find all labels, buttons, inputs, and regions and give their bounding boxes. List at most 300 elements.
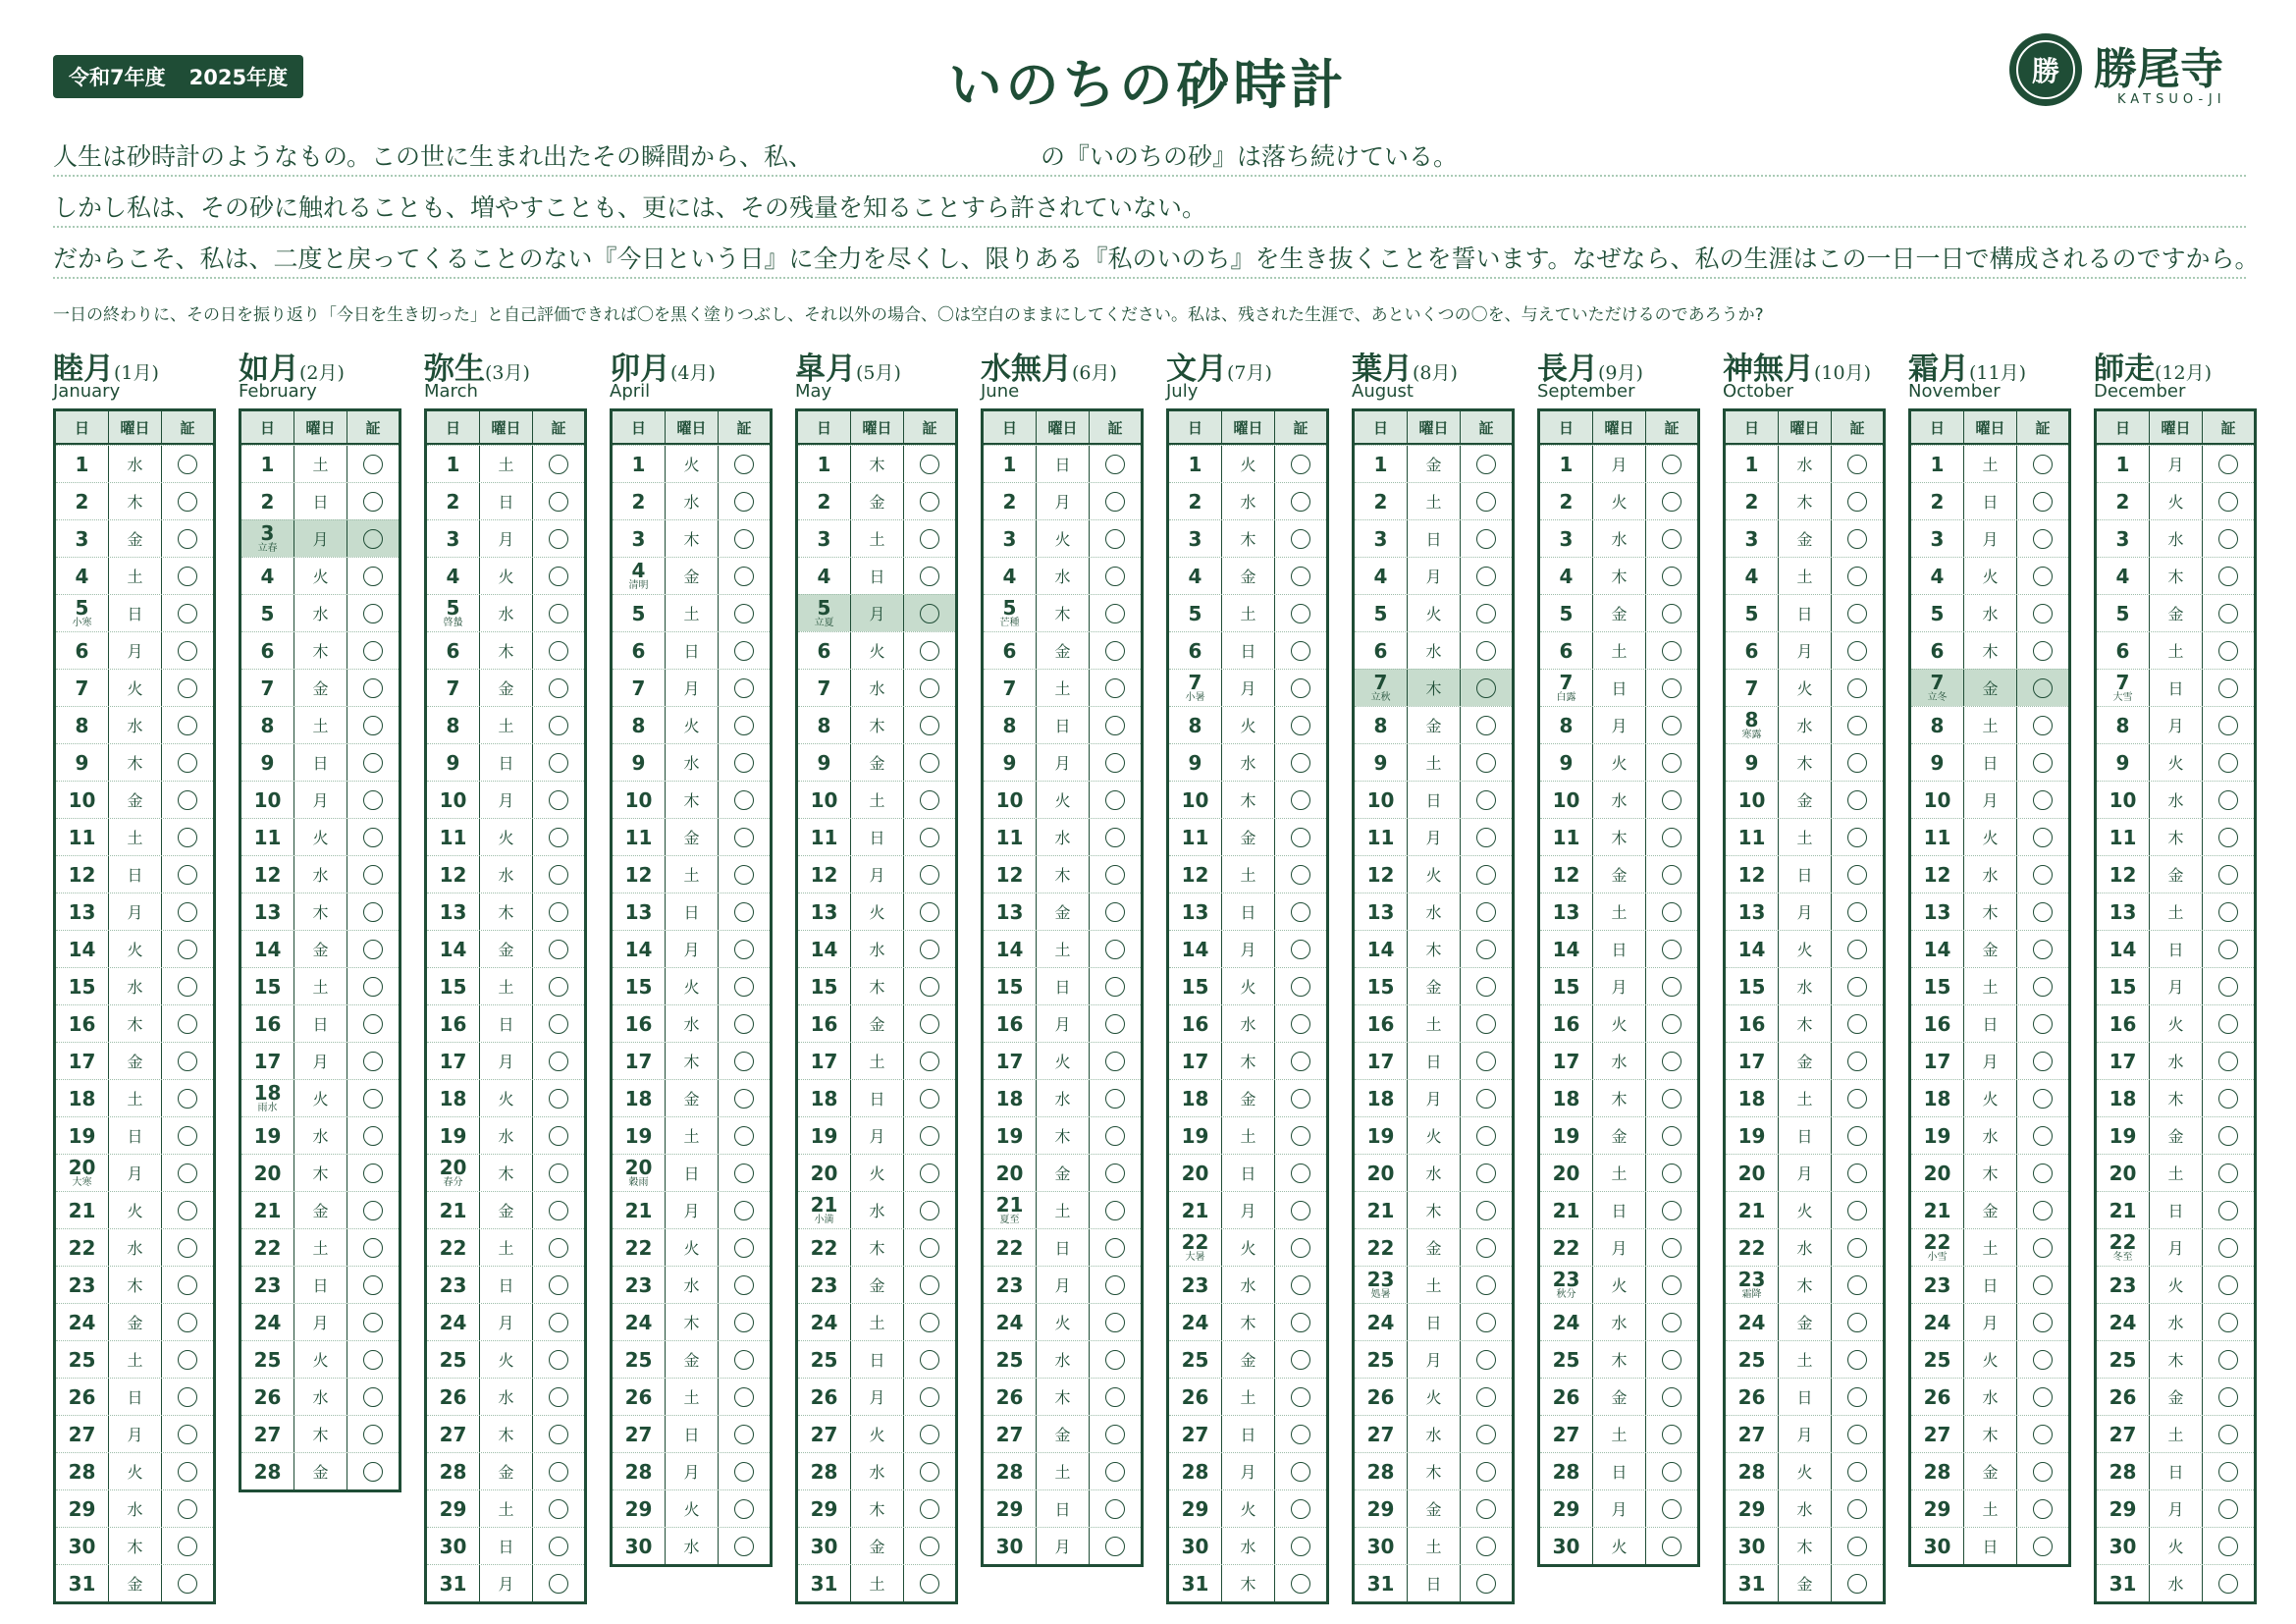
check-circle-icon[interactable] — [2033, 902, 2053, 922]
check-circle-icon[interactable] — [1847, 1126, 1867, 1146]
check-circle-icon[interactable] — [1291, 1126, 1310, 1146]
check-circle-icon[interactable] — [920, 977, 939, 997]
check-circle-icon[interactable] — [178, 1350, 197, 1370]
check-circle-icon[interactable] — [1662, 1052, 1682, 1071]
check-circle-icon[interactable] — [1476, 865, 1496, 885]
check-circle-icon[interactable] — [363, 678, 383, 698]
check-circle-icon[interactable] — [363, 1126, 383, 1146]
check-circle-icon[interactable] — [2218, 940, 2238, 959]
check-circle-icon[interactable] — [920, 1052, 939, 1071]
check-circle-icon[interactable] — [2218, 1574, 2238, 1594]
check-circle-icon[interactable] — [549, 492, 568, 512]
check-circle-icon[interactable] — [1662, 1425, 1682, 1444]
check-circle-icon[interactable] — [178, 1462, 197, 1482]
check-circle-icon[interactable] — [1662, 492, 1682, 512]
check-circle-icon[interactable] — [1105, 902, 1125, 922]
check-circle-icon[interactable] — [549, 1052, 568, 1071]
check-circle-icon[interactable] — [178, 902, 197, 922]
check-circle-icon[interactable] — [2218, 455, 2238, 474]
check-circle-icon[interactable] — [1291, 455, 1310, 474]
check-circle-icon[interactable] — [363, 1350, 383, 1370]
check-circle-icon[interactable] — [1291, 1425, 1310, 1444]
check-circle-icon[interactable] — [1662, 753, 1682, 773]
check-circle-icon[interactable] — [1291, 790, 1310, 810]
check-circle-icon[interactable] — [2033, 641, 2053, 661]
check-circle-icon[interactable] — [1662, 716, 1682, 735]
check-circle-icon[interactable] — [178, 1574, 197, 1594]
check-circle-icon[interactable] — [1476, 492, 1496, 512]
check-circle-icon[interactable] — [363, 1201, 383, 1220]
check-circle-icon[interactable] — [2218, 604, 2238, 623]
check-circle-icon[interactable] — [178, 529, 197, 549]
check-circle-icon[interactable] — [734, 753, 754, 773]
check-circle-icon[interactable] — [2218, 567, 2238, 586]
check-circle-icon[interactable] — [1662, 790, 1682, 810]
check-circle-icon[interactable] — [1476, 753, 1496, 773]
check-circle-icon[interactable] — [920, 1425, 939, 1444]
check-circle-icon[interactable] — [2218, 828, 2238, 847]
check-circle-icon[interactable] — [363, 1052, 383, 1071]
check-circle-icon[interactable] — [2033, 1126, 2053, 1146]
check-circle-icon[interactable] — [1105, 1387, 1125, 1407]
check-circle-icon[interactable] — [1476, 1014, 1496, 1034]
check-circle-icon[interactable] — [549, 641, 568, 661]
check-circle-icon[interactable] — [1476, 1387, 1496, 1407]
check-circle-icon[interactable] — [549, 1014, 568, 1034]
check-circle-icon[interactable] — [1105, 567, 1125, 586]
check-circle-icon[interactable] — [2218, 1313, 2238, 1332]
check-circle-icon[interactable] — [549, 529, 568, 549]
check-circle-icon[interactable] — [1662, 1089, 1682, 1109]
check-circle-icon[interactable] — [1476, 1425, 1496, 1444]
check-circle-icon[interactable] — [1847, 865, 1867, 885]
check-circle-icon[interactable] — [2033, 753, 2053, 773]
check-circle-icon[interactable] — [2033, 1164, 2053, 1183]
check-circle-icon[interactable] — [549, 828, 568, 847]
check-circle-icon[interactable] — [363, 1164, 383, 1183]
check-circle-icon[interactable] — [363, 1313, 383, 1332]
check-circle-icon[interactable] — [1105, 1126, 1125, 1146]
check-circle-icon[interactable] — [1476, 678, 1496, 698]
check-circle-icon[interactable] — [920, 1201, 939, 1220]
check-circle-icon[interactable] — [178, 678, 197, 698]
check-circle-icon[interactable] — [178, 1387, 197, 1407]
check-circle-icon[interactable] — [363, 567, 383, 586]
check-circle-icon[interactable] — [734, 529, 754, 549]
check-circle-icon[interactable] — [734, 1499, 754, 1519]
check-circle-icon[interactable] — [1291, 1238, 1310, 1258]
check-circle-icon[interactable] — [363, 492, 383, 512]
check-circle-icon[interactable] — [549, 790, 568, 810]
check-circle-icon[interactable] — [920, 529, 939, 549]
check-circle-icon[interactable] — [1847, 641, 1867, 661]
check-circle-icon[interactable] — [1476, 1574, 1496, 1594]
check-circle-icon[interactable] — [1476, 1126, 1496, 1146]
check-circle-icon[interactable] — [549, 1313, 568, 1332]
check-circle-icon[interactable] — [1662, 604, 1682, 623]
check-circle-icon[interactable] — [734, 1238, 754, 1258]
check-circle-icon[interactable] — [1105, 455, 1125, 474]
check-circle-icon[interactable] — [2033, 790, 2053, 810]
check-circle-icon[interactable] — [363, 753, 383, 773]
check-circle-icon[interactable] — [1847, 1537, 1867, 1556]
check-circle-icon[interactable] — [2218, 1052, 2238, 1071]
check-circle-icon[interactable] — [1476, 828, 1496, 847]
check-circle-icon[interactable] — [1847, 977, 1867, 997]
check-circle-icon[interactable] — [1291, 1574, 1310, 1594]
check-circle-icon[interactable] — [2033, 716, 2053, 735]
check-circle-icon[interactable] — [1847, 716, 1867, 735]
check-circle-icon[interactable] — [1662, 940, 1682, 959]
check-circle-icon[interactable] — [920, 865, 939, 885]
check-circle-icon[interactable] — [178, 1014, 197, 1034]
check-circle-icon[interactable] — [734, 1537, 754, 1556]
check-circle-icon[interactable] — [920, 1014, 939, 1034]
check-circle-icon[interactable] — [1662, 828, 1682, 847]
check-circle-icon[interactable] — [1291, 1499, 1310, 1519]
check-circle-icon[interactable] — [920, 492, 939, 512]
check-circle-icon[interactable] — [1662, 641, 1682, 661]
check-circle-icon[interactable] — [920, 940, 939, 959]
check-circle-icon[interactable] — [2218, 1275, 2238, 1295]
check-circle-icon[interactable] — [1105, 1350, 1125, 1370]
check-circle-icon[interactable] — [920, 641, 939, 661]
check-circle-icon[interactable] — [920, 1537, 939, 1556]
check-circle-icon[interactable] — [1105, 1052, 1125, 1071]
check-circle-icon[interactable] — [1291, 1313, 1310, 1332]
check-circle-icon[interactable] — [549, 604, 568, 623]
check-circle-icon[interactable] — [1291, 865, 1310, 885]
check-circle-icon[interactable] — [1847, 1425, 1867, 1444]
check-circle-icon[interactable] — [1291, 716, 1310, 735]
check-circle-icon[interactable] — [178, 1164, 197, 1183]
check-circle-icon[interactable] — [178, 567, 197, 586]
check-circle-icon[interactable] — [920, 567, 939, 586]
check-circle-icon[interactable] — [2218, 1126, 2238, 1146]
check-circle-icon[interactable] — [920, 604, 939, 623]
check-circle-icon[interactable] — [363, 940, 383, 959]
check-circle-icon[interactable] — [2033, 1350, 2053, 1370]
check-circle-icon[interactable] — [549, 1462, 568, 1482]
check-circle-icon[interactable] — [2033, 678, 2053, 698]
check-circle-icon[interactable] — [734, 977, 754, 997]
check-circle-icon[interactable] — [2218, 492, 2238, 512]
check-circle-icon[interactable] — [363, 641, 383, 661]
check-circle-icon[interactable] — [1476, 716, 1496, 735]
check-circle-icon[interactable] — [1476, 977, 1496, 997]
check-circle-icon[interactable] — [549, 678, 568, 698]
check-circle-icon[interactable] — [1105, 1164, 1125, 1183]
check-circle-icon[interactable] — [1847, 1313, 1867, 1332]
check-circle-icon[interactable] — [1662, 567, 1682, 586]
check-circle-icon[interactable] — [1105, 1238, 1125, 1258]
check-circle-icon[interactable] — [2033, 1052, 2053, 1071]
check-circle-icon[interactable] — [1476, 529, 1496, 549]
check-circle-icon[interactable] — [2218, 1537, 2238, 1556]
check-circle-icon[interactable] — [1476, 1462, 1496, 1482]
check-circle-icon[interactable] — [734, 567, 754, 586]
check-circle-icon[interactable] — [549, 865, 568, 885]
check-circle-icon[interactable] — [920, 1499, 939, 1519]
check-circle-icon[interactable] — [1105, 828, 1125, 847]
check-circle-icon[interactable] — [2218, 977, 2238, 997]
check-circle-icon[interactable] — [1847, 753, 1867, 773]
check-circle-icon[interactable] — [920, 678, 939, 698]
check-circle-icon[interactable] — [1847, 1574, 1867, 1594]
check-circle-icon[interactable] — [734, 641, 754, 661]
check-circle-icon[interactable] — [2218, 790, 2238, 810]
check-circle-icon[interactable] — [1291, 828, 1310, 847]
check-circle-icon[interactable] — [178, 1089, 197, 1109]
check-circle-icon[interactable] — [1662, 1238, 1682, 1258]
check-circle-icon[interactable] — [734, 1425, 754, 1444]
check-circle-icon[interactable] — [734, 604, 754, 623]
check-circle-icon[interactable] — [363, 716, 383, 735]
check-circle-icon[interactable] — [920, 1089, 939, 1109]
check-circle-icon[interactable] — [549, 1238, 568, 1258]
check-circle-icon[interactable] — [920, 1238, 939, 1258]
check-circle-icon[interactable] — [1291, 1350, 1310, 1370]
check-circle-icon[interactable] — [1847, 1350, 1867, 1370]
check-circle-icon[interactable] — [2033, 455, 2053, 474]
check-circle-icon[interactable] — [1105, 678, 1125, 698]
check-circle-icon[interactable] — [363, 604, 383, 623]
check-circle-icon[interactable] — [2218, 641, 2238, 661]
check-circle-icon[interactable] — [2218, 1089, 2238, 1109]
check-circle-icon[interactable] — [734, 1201, 754, 1220]
check-circle-icon[interactable] — [1105, 790, 1125, 810]
check-circle-icon[interactable] — [1476, 1313, 1496, 1332]
check-circle-icon[interactable] — [1847, 1164, 1867, 1183]
check-circle-icon[interactable] — [920, 1313, 939, 1332]
check-circle-icon[interactable] — [363, 865, 383, 885]
check-circle-icon[interactable] — [2033, 865, 2053, 885]
check-circle-icon[interactable] — [734, 1387, 754, 1407]
check-circle-icon[interactable] — [1662, 902, 1682, 922]
check-circle-icon[interactable] — [1291, 753, 1310, 773]
check-circle-icon[interactable] — [2033, 1201, 2053, 1220]
check-circle-icon[interactable] — [2033, 1275, 2053, 1295]
check-circle-icon[interactable] — [549, 1537, 568, 1556]
check-circle-icon[interactable] — [2218, 1164, 2238, 1183]
check-circle-icon[interactable] — [734, 1126, 754, 1146]
check-circle-icon[interactable] — [920, 1275, 939, 1295]
check-circle-icon[interactable] — [1105, 641, 1125, 661]
check-circle-icon[interactable] — [1291, 604, 1310, 623]
check-circle-icon[interactable] — [549, 1425, 568, 1444]
check-circle-icon[interactable] — [178, 1238, 197, 1258]
check-circle-icon[interactable] — [2033, 1014, 2053, 1034]
check-circle-icon[interactable] — [734, 902, 754, 922]
check-circle-icon[interactable] — [363, 1089, 383, 1109]
check-circle-icon[interactable] — [734, 1462, 754, 1482]
check-circle-icon[interactable] — [2218, 1462, 2238, 1482]
check-circle-icon[interactable] — [1847, 1238, 1867, 1258]
check-circle-icon[interactable] — [1662, 1537, 1682, 1556]
check-circle-icon[interactable] — [1291, 1089, 1310, 1109]
check-circle-icon[interactable] — [920, 1126, 939, 1146]
check-circle-icon[interactable] — [1847, 455, 1867, 474]
check-circle-icon[interactable] — [363, 1425, 383, 1444]
check-circle-icon[interactable] — [2033, 1462, 2053, 1482]
check-circle-icon[interactable] — [1847, 1387, 1867, 1407]
check-circle-icon[interactable] — [1662, 865, 1682, 885]
check-circle-icon[interactable] — [2218, 1350, 2238, 1370]
check-circle-icon[interactable] — [363, 977, 383, 997]
check-circle-icon[interactable] — [1476, 1350, 1496, 1370]
check-circle-icon[interactable] — [2218, 1425, 2238, 1444]
check-circle-icon[interactable] — [920, 828, 939, 847]
check-circle-icon[interactable] — [920, 1574, 939, 1594]
check-circle-icon[interactable] — [178, 492, 197, 512]
check-circle-icon[interactable] — [1476, 641, 1496, 661]
check-circle-icon[interactable] — [2218, 716, 2238, 735]
check-circle-icon[interactable] — [1291, 1537, 1310, 1556]
check-circle-icon[interactable] — [2033, 567, 2053, 586]
check-circle-icon[interactable] — [1105, 1462, 1125, 1482]
check-circle-icon[interactable] — [178, 455, 197, 474]
check-circle-icon[interactable] — [734, 716, 754, 735]
check-circle-icon[interactable] — [1105, 1089, 1125, 1109]
check-circle-icon[interactable] — [2218, 1499, 2238, 1519]
check-circle-icon[interactable] — [734, 865, 754, 885]
check-circle-icon[interactable] — [1105, 1537, 1125, 1556]
check-circle-icon[interactable] — [363, 1014, 383, 1034]
check-circle-icon[interactable] — [549, 753, 568, 773]
check-circle-icon[interactable] — [549, 1201, 568, 1220]
check-circle-icon[interactable] — [1291, 902, 1310, 922]
check-circle-icon[interactable] — [2218, 1201, 2238, 1220]
check-circle-icon[interactable] — [1105, 1201, 1125, 1220]
check-circle-icon[interactable] — [1476, 1089, 1496, 1109]
check-circle-icon[interactable] — [2033, 1089, 2053, 1109]
check-circle-icon[interactable] — [1662, 1201, 1682, 1220]
check-circle-icon[interactable] — [1291, 567, 1310, 586]
check-circle-icon[interactable] — [1476, 1052, 1496, 1071]
check-circle-icon[interactable] — [1847, 529, 1867, 549]
check-circle-icon[interactable] — [1476, 1201, 1496, 1220]
check-circle-icon[interactable] — [549, 567, 568, 586]
check-circle-icon[interactable] — [1476, 1238, 1496, 1258]
check-circle-icon[interactable] — [2218, 1238, 2238, 1258]
check-circle-icon[interactable] — [363, 790, 383, 810]
check-circle-icon[interactable] — [1105, 977, 1125, 997]
check-circle-icon[interactable] — [1105, 604, 1125, 623]
check-circle-icon[interactable] — [2218, 678, 2238, 698]
check-circle-icon[interactable] — [1662, 529, 1682, 549]
check-circle-icon[interactable] — [1105, 529, 1125, 549]
check-circle-icon[interactable] — [1662, 1462, 1682, 1482]
check-circle-icon[interactable] — [2033, 1387, 2053, 1407]
check-circle-icon[interactable] — [1662, 455, 1682, 474]
check-circle-icon[interactable] — [1291, 1014, 1310, 1034]
check-circle-icon[interactable] — [549, 977, 568, 997]
check-circle-icon[interactable] — [1847, 1462, 1867, 1482]
check-circle-icon[interactable] — [178, 1313, 197, 1332]
check-circle-icon[interactable] — [1662, 1350, 1682, 1370]
check-circle-icon[interactable] — [549, 1499, 568, 1519]
check-circle-icon[interactable] — [549, 902, 568, 922]
check-circle-icon[interactable] — [1291, 1164, 1310, 1183]
check-circle-icon[interactable] — [549, 455, 568, 474]
check-circle-icon[interactable] — [1105, 716, 1125, 735]
check-circle-icon[interactable] — [1847, 567, 1867, 586]
check-circle-icon[interactable] — [920, 753, 939, 773]
check-circle-icon[interactable] — [1105, 1499, 1125, 1519]
check-circle-icon[interactable] — [2033, 1313, 2053, 1332]
check-circle-icon[interactable] — [1291, 1275, 1310, 1295]
check-circle-icon[interactable] — [178, 828, 197, 847]
check-circle-icon[interactable] — [1847, 678, 1867, 698]
check-circle-icon[interactable] — [1847, 1499, 1867, 1519]
check-circle-icon[interactable] — [363, 455, 383, 474]
check-circle-icon[interactable] — [1291, 492, 1310, 512]
check-circle-icon[interactable] — [1662, 1126, 1682, 1146]
check-circle-icon[interactable] — [1476, 604, 1496, 623]
check-circle-icon[interactable] — [1476, 902, 1496, 922]
check-circle-icon[interactable] — [734, 1275, 754, 1295]
check-circle-icon[interactable] — [1291, 1201, 1310, 1220]
check-circle-icon[interactable] — [178, 1425, 197, 1444]
check-circle-icon[interactable] — [1105, 865, 1125, 885]
check-circle-icon[interactable] — [178, 716, 197, 735]
check-circle-icon[interactable] — [1291, 1052, 1310, 1071]
check-circle-icon[interactable] — [1291, 977, 1310, 997]
check-circle-icon[interactable] — [920, 1462, 939, 1482]
check-circle-icon[interactable] — [2033, 1238, 2053, 1258]
check-circle-icon[interactable] — [920, 790, 939, 810]
check-circle-icon[interactable] — [2033, 828, 2053, 847]
check-circle-icon[interactable] — [2218, 753, 2238, 773]
check-circle-icon[interactable] — [1476, 790, 1496, 810]
check-circle-icon[interactable] — [2033, 1499, 2053, 1519]
check-circle-icon[interactable] — [1847, 828, 1867, 847]
check-circle-icon[interactable] — [2033, 492, 2053, 512]
check-circle-icon[interactable] — [920, 1350, 939, 1370]
check-circle-icon[interactable] — [1662, 1275, 1682, 1295]
check-circle-icon[interactable] — [1662, 1387, 1682, 1407]
check-circle-icon[interactable] — [178, 1499, 197, 1519]
check-circle-icon[interactable] — [1105, 1425, 1125, 1444]
check-circle-icon[interactable] — [363, 828, 383, 847]
check-circle-icon[interactable] — [1476, 1537, 1496, 1556]
check-circle-icon[interactable] — [2033, 977, 2053, 997]
check-circle-icon[interactable] — [1662, 1313, 1682, 1332]
check-circle-icon[interactable] — [178, 940, 197, 959]
check-circle-icon[interactable] — [1291, 678, 1310, 698]
check-circle-icon[interactable] — [2033, 604, 2053, 623]
check-circle-icon[interactable] — [549, 1126, 568, 1146]
check-circle-icon[interactable] — [1476, 567, 1496, 586]
check-circle-icon[interactable] — [178, 1126, 197, 1146]
check-circle-icon[interactable] — [734, 1313, 754, 1332]
check-circle-icon[interactable] — [1476, 1275, 1496, 1295]
check-circle-icon[interactable] — [1105, 1313, 1125, 1332]
check-circle-icon[interactable] — [1662, 1014, 1682, 1034]
check-circle-icon[interactable] — [178, 604, 197, 623]
check-circle-icon[interactable] — [1476, 455, 1496, 474]
check-circle-icon[interactable] — [2218, 865, 2238, 885]
check-circle-icon[interactable] — [734, 1014, 754, 1034]
check-circle-icon[interactable] — [549, 1350, 568, 1370]
check-circle-icon[interactable] — [734, 790, 754, 810]
check-circle-icon[interactable] — [2033, 940, 2053, 959]
check-circle-icon[interactable] — [1291, 1462, 1310, 1482]
check-circle-icon[interactable] — [734, 1052, 754, 1071]
check-circle-icon[interactable] — [734, 678, 754, 698]
check-circle-icon[interactable] — [920, 1164, 939, 1183]
check-circle-icon[interactable] — [178, 1201, 197, 1220]
